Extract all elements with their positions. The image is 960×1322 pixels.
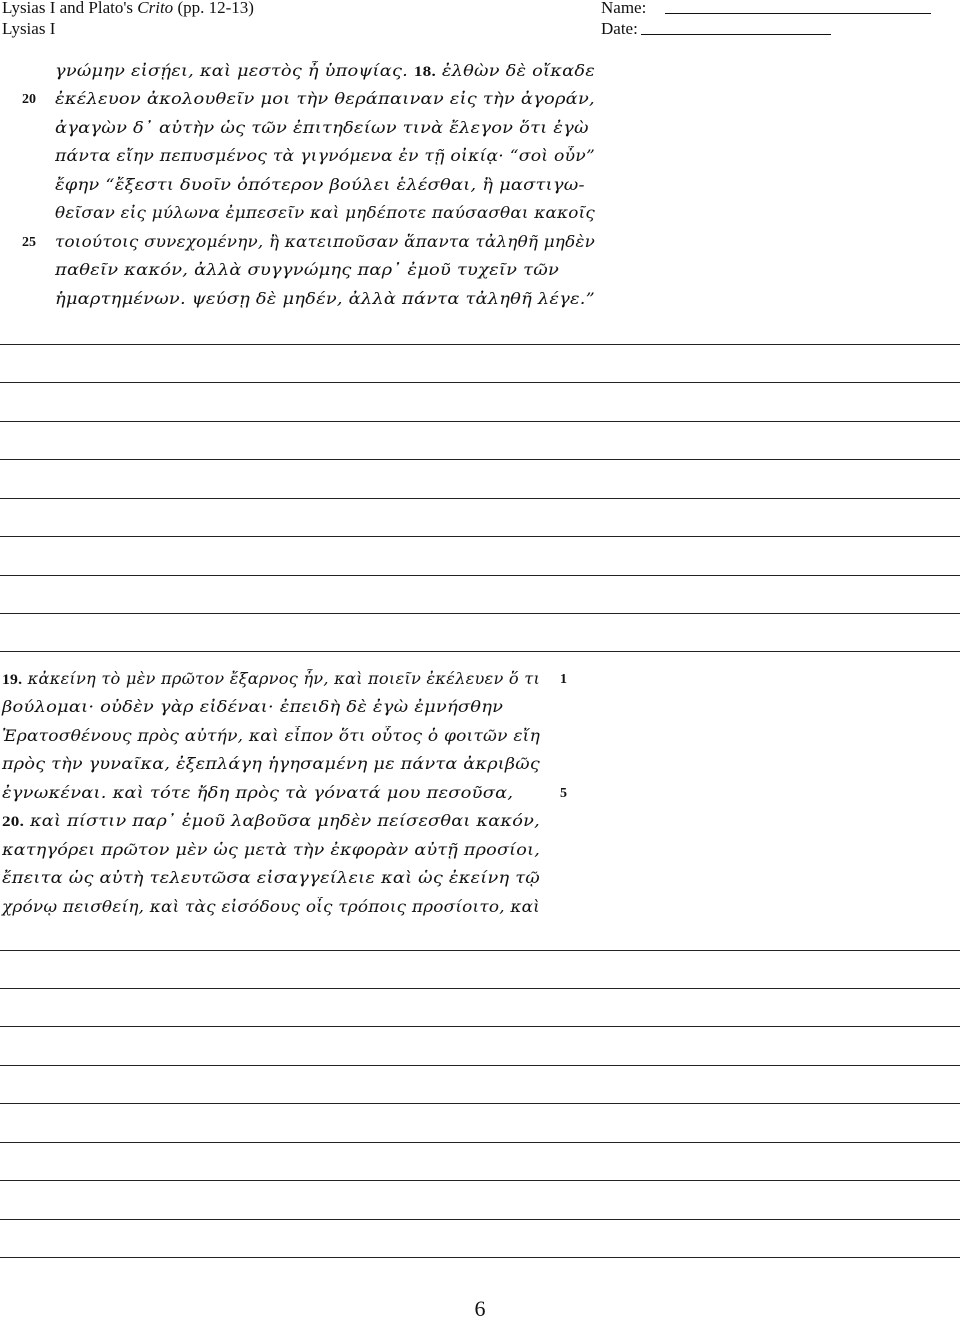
writing-line[interactable] <box>0 950 960 951</box>
line-text: γνώμην εἰσῄει, καὶ μεστὸς ἦ ὑποψίας. <box>55 62 414 80</box>
writing-line[interactable] <box>0 651 960 652</box>
writing-line[interactable] <box>0 498 960 499</box>
section-number: 18. <box>413 64 437 80</box>
date-field[interactable] <box>641 34 831 35</box>
writing-line[interactable] <box>0 1180 960 1181</box>
greek-text-line <box>2 670 540 689</box>
line-text: ἀγαγὼν δ᾽ αὐτὴν ὡς τῶν ἐπιτηδείων τινὰ ἔλεγον ὅτι ἐγὼ <box>55 119 589 137</box>
page-subtitle: Lysias I <box>2 19 56 38</box>
line-number: 1 <box>560 672 567 687</box>
greek-text-line <box>55 147 595 166</box>
line-number: 5 <box>560 786 567 801</box>
greek-text-line <box>55 119 589 138</box>
greek-text-line <box>2 812 540 831</box>
writing-line[interactable] <box>0 1026 960 1027</box>
writing-line[interactable] <box>0 459 960 460</box>
line-text-continued: κἀκείνη τὸ μὲν πρῶτον ἔξαρνος ἦν, καὶ ποιεῖν ἐκέλευεν ὅ τι <box>22 670 541 688</box>
line-text: παθεῖν κακόν, ἀλλὰ συγγνώμης παρ᾽ ἐμοῦ τυχεῖν τῶν <box>55 261 560 279</box>
writing-line[interactable] <box>0 1257 960 1258</box>
writing-line[interactable] <box>0 1219 960 1220</box>
greek-text-line <box>2 784 513 803</box>
greek-text-line <box>2 755 540 774</box>
name-label: Name: <box>601 0 647 17</box>
line-text: χρόνῳ πεισθείη, καὶ τὰς εἰσόδους οἷς τρόποις προσίοιτο, καὶ <box>2 898 541 916</box>
greek-text-line <box>55 62 595 81</box>
section-number: 20. <box>2 814 25 830</box>
greek-text-line <box>2 898 540 917</box>
writing-line[interactable] <box>0 1065 960 1066</box>
line-text: πάντα εἴην πεπυσμένος τὰ γιγνόμενα ἐν τῇ οἰκίᾳ· “σοὶ οὖν” <box>55 147 596 165</box>
line-text: θεῖσαν εἰς μύλωνα ἐμπεσεῖν καὶ μηδέποτε παύσασθαι κακοῖς <box>55 204 595 222</box>
writing-line[interactable] <box>0 988 960 989</box>
greek-text-line <box>55 261 559 280</box>
writing-line[interactable] <box>0 1103 960 1104</box>
line-text: Ἐρατοσθένους πρὸς αὐτήν, καὶ εἶπον ὅτι οὗτος ὁ φοιτῶν εἴη <box>2 727 541 745</box>
greek-text-line <box>2 869 540 888</box>
greek-text-line <box>55 176 585 195</box>
writing-line[interactable] <box>0 421 960 422</box>
title-prefix: Lysias I and Plato's <box>2 0 138 17</box>
greek-text-line <box>2 841 540 860</box>
date-label: Date: <box>601 19 638 38</box>
line-text: ἐκέλευον ἀκολουθεῖν μοι τὴν θεράπαιναν εἰς τὴν ἀγοράν, <box>55 90 595 108</box>
greek-text-line <box>2 727 540 746</box>
name-field[interactable] <box>665 13 931 14</box>
line-text: τοιούτοις συνεχομένην, ἢ κατειποῦσαν ἅπαντα τἀληθῆ μηδὲν <box>55 233 596 251</box>
greek-text-line <box>2 698 503 717</box>
greek-text-line <box>55 204 595 223</box>
page-number: 6 <box>474 1296 486 1321</box>
writing-line[interactable] <box>0 382 960 383</box>
greek-text-line <box>55 290 595 309</box>
line-text: ἔπειτα ὡς αὐτὴ τελευτῶσα εἰσαγγείλειε καὶ ὡς ἐκείνη τῷ <box>2 869 540 887</box>
line-number: 20 <box>22 92 36 107</box>
writing-line[interactable] <box>0 536 960 537</box>
writing-line[interactable] <box>0 1142 960 1143</box>
line-text: βούλομαι· οὐδὲν γὰρ εἰδέναι· ἐπειδὴ δὲ ἐγὼ ἐμνήσθην <box>2 698 504 716</box>
page-title <box>2 0 254 18</box>
line-text: ἐγνωκέναι. καὶ τότε ἤδη πρὸς τὰ γόνατά μου πεσοῦσα, <box>2 784 514 802</box>
line-text-continued: ἐλθὼν δὲ οἴκαδε <box>436 62 595 80</box>
line-text: ἔφην “ἔξεστι δυοῖν ὁπότερον βούλει ἑλέσθαι, ἢ μαστιγω- <box>55 176 585 194</box>
greek-text-line <box>55 233 595 252</box>
writing-line[interactable] <box>0 613 960 614</box>
line-text-continued: καὶ πίστιν παρ᾽ ἐμοῦ λαβοῦσα μηδὲν πείσεσθαι κακόν, <box>24 812 540 830</box>
greek-text-line <box>55 90 595 109</box>
line-text: κατηγόρει πρῶτον μὲν ὡς μετὰ τὴν ἐκφορὰν αὐτῇ προσίοι, <box>2 841 541 859</box>
line-text: πρὸς τὴν γυναῖκα, ἐξεπλάγη ἡγησαμένη με πάντα ἀκριβῶς <box>2 755 540 773</box>
line-text: ἡμαρτημένων. ψεύσῃ δὲ μηδέν, ἀλλὰ πάντα τἀληθῆ λέγε.” <box>55 290 596 308</box>
line-number: 25 <box>22 235 36 250</box>
section-number: 19. <box>2 672 23 688</box>
writing-line[interactable] <box>0 575 960 576</box>
title-italic: Crito <box>137 0 174 17</box>
title-suffix: (pp. 12-13) <box>173 0 254 17</box>
writing-line[interactable] <box>0 344 960 345</box>
